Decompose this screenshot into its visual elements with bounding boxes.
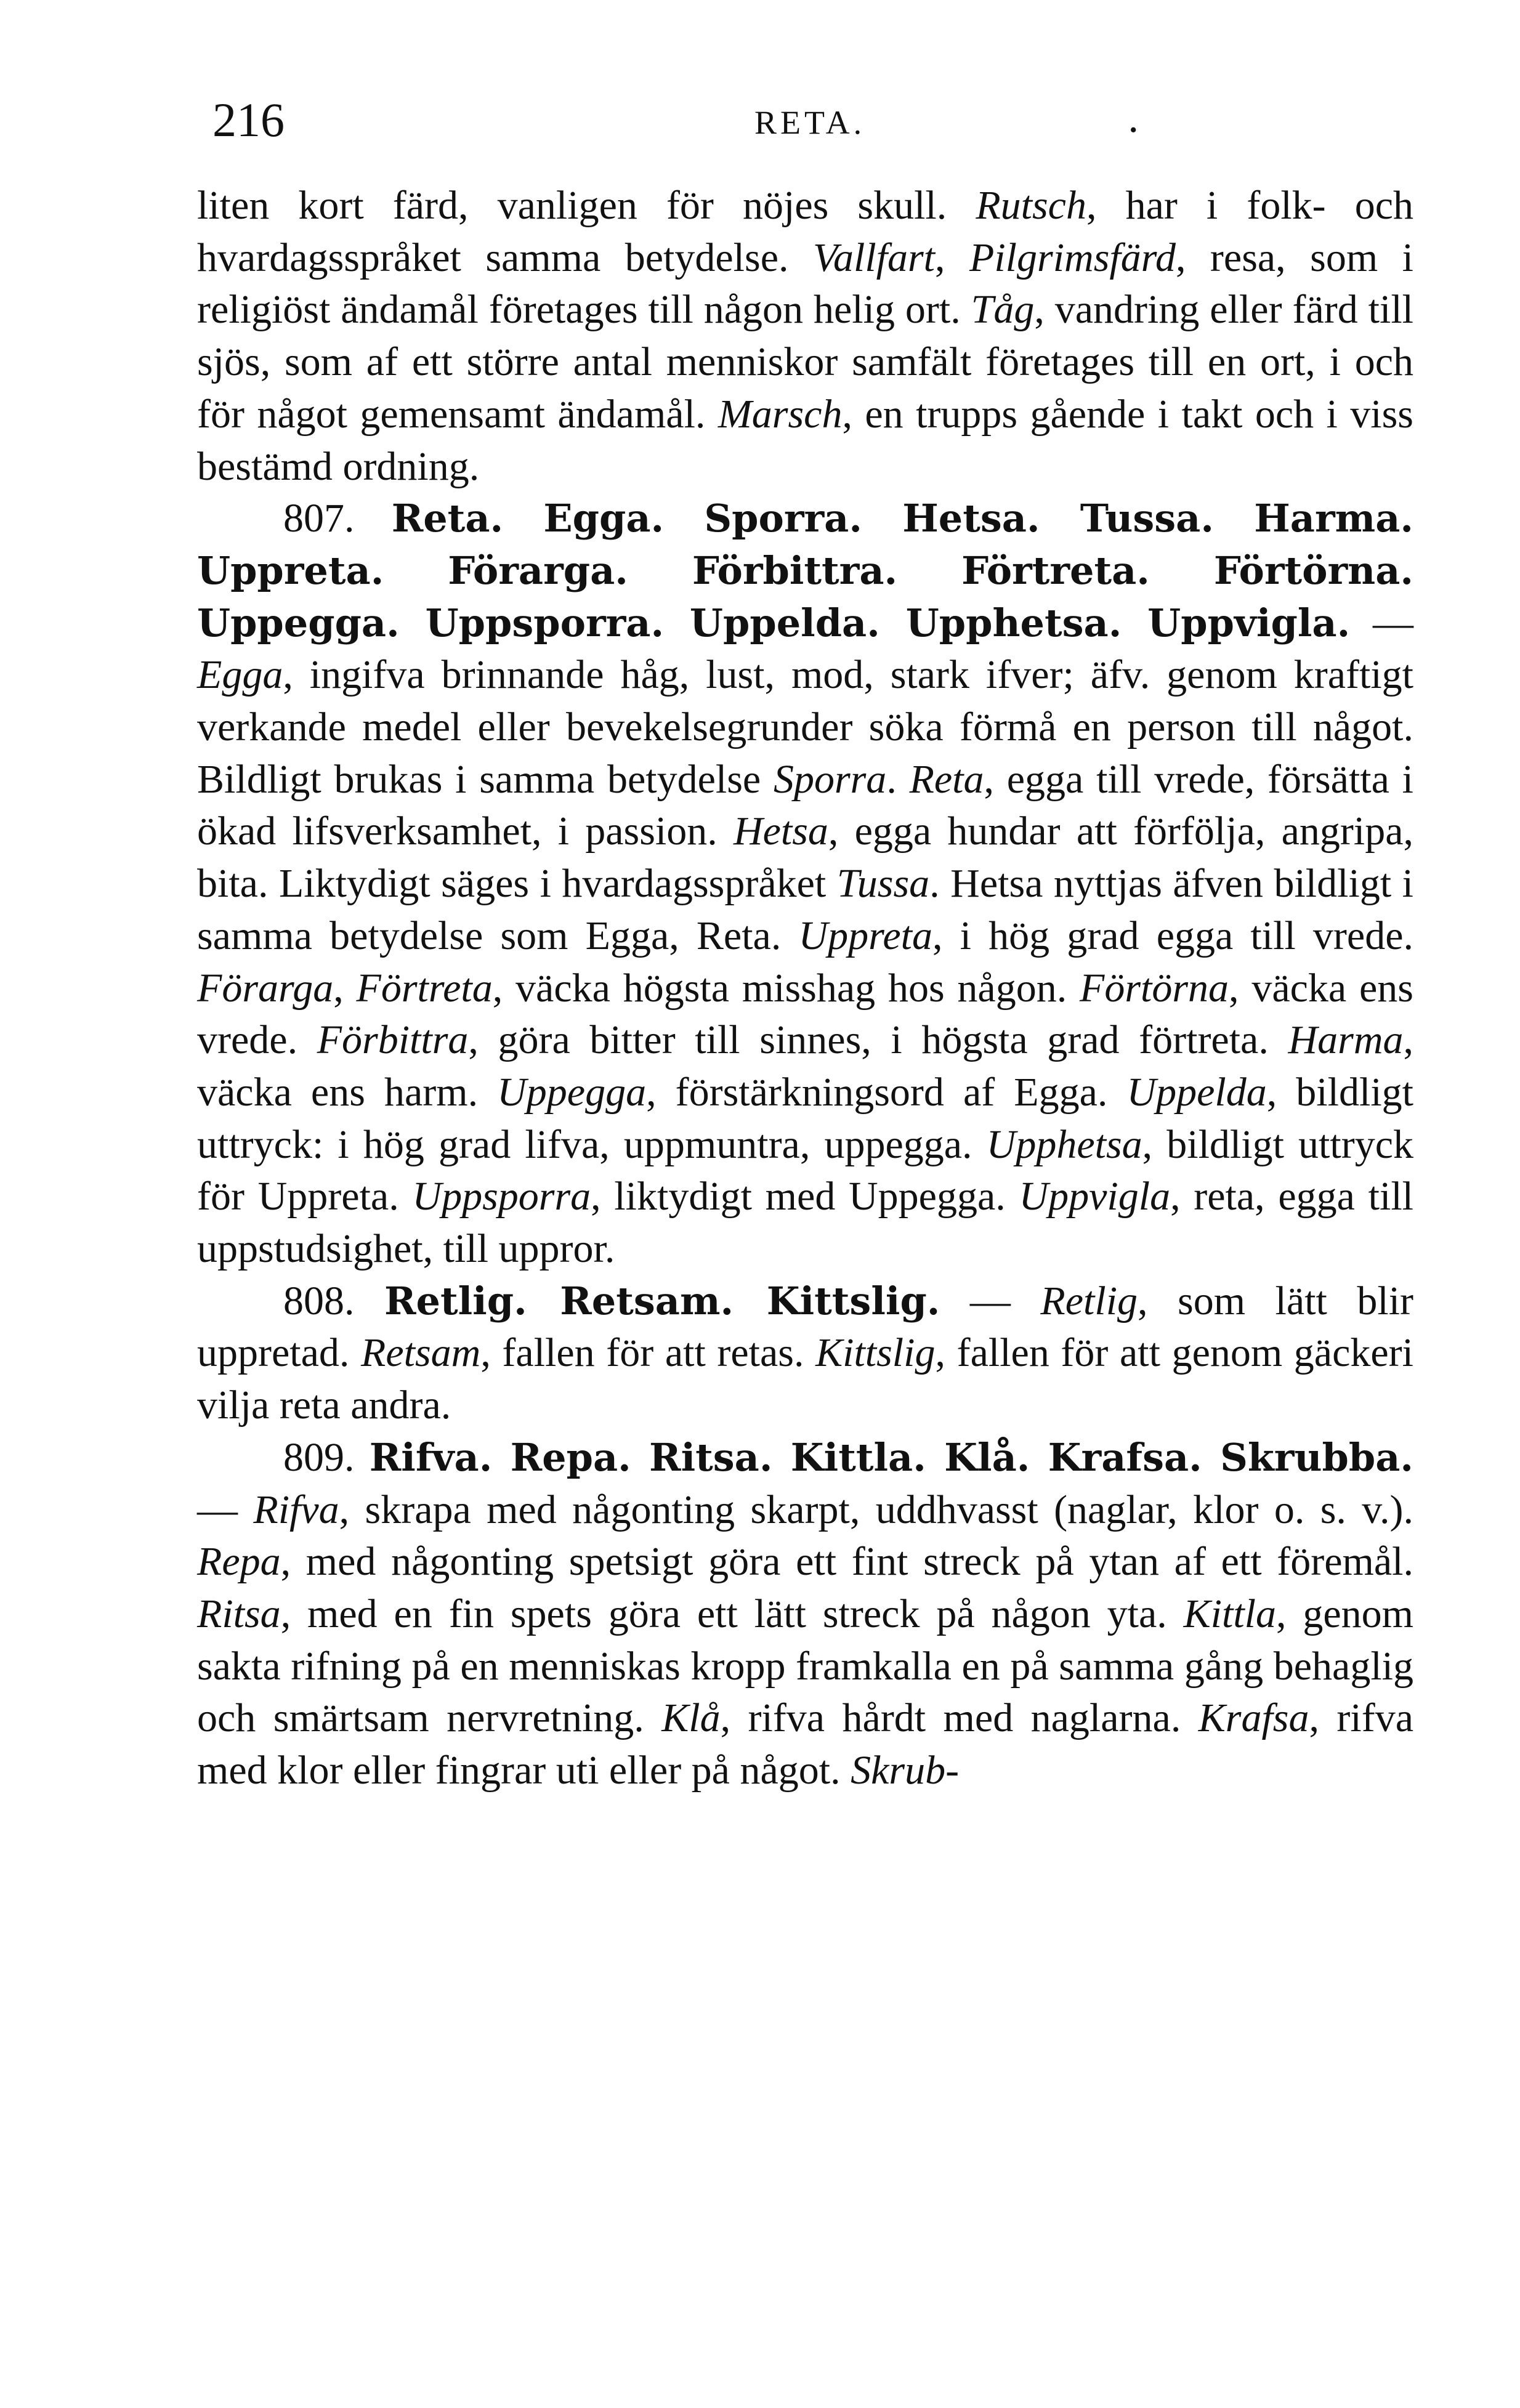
entry-809 bbox=[197, 1432, 1413, 1797]
italic-term: Pilgrimsfärd bbox=[969, 235, 1176, 280]
italic-term: Marsch bbox=[718, 391, 843, 437]
text-run: 807. bbox=[283, 496, 392, 541]
text-run: , en trupps gående i takt och i viss bestämd ordning. bbox=[197, 391, 1413, 489]
italic-term: Rutsch bbox=[976, 183, 1086, 228]
italic-term: Upphetsa bbox=[986, 1121, 1142, 1167]
italic-term: Repa bbox=[197, 1539, 281, 1585]
entry-808 bbox=[197, 1275, 1413, 1432]
italic-term: Egga bbox=[197, 652, 283, 698]
italic-term: Krafsa bbox=[1198, 1695, 1309, 1741]
italic-term: Reta bbox=[909, 756, 984, 802]
italic-term: Sporra bbox=[773, 756, 887, 802]
italic-term: Uppsporra bbox=[412, 1174, 591, 1219]
headword-group: Retlig. Retsam. Kittslig. bbox=[384, 1278, 940, 1323]
text-run: , liktydigt med Uppegga. bbox=[591, 1174, 1019, 1219]
text-run: , fallen för att genom gäckeri vilja reta andra. bbox=[197, 1330, 1413, 1428]
text-run: , bbox=[333, 965, 357, 1011]
text-run: , göra bitter till sinnes, i högsta grad förtreta. bbox=[468, 1017, 1288, 1063]
italic-term: Förtörna bbox=[1080, 965, 1229, 1011]
headword-group: Reta. Egga. Sporra. Hetsa. Tussa. Harma. Uppreta. Förarga. Förbittra. Förtreta. Förtörna. Uppegga. Uppsporra. Uppelda. Upphetsa. Uppvigla. bbox=[197, 496, 1413, 645]
italic-term: Klå bbox=[661, 1695, 721, 1741]
text-run: , fallen för att retas. bbox=[480, 1330, 816, 1376]
text-run: 809. bbox=[283, 1434, 370, 1480]
italic-term: Uppegga bbox=[497, 1069, 647, 1115]
headword-group: Rifva. Repa. Ritsa. Kittla. Klå. Krafsa. Skrubba. bbox=[369, 1434, 1414, 1480]
text-run: , bildligt uttryck: i hög grad lifva, uppmuntra, uppegga. bbox=[197, 1069, 1413, 1167]
text-run: , förstärkningsord af Egga. bbox=[646, 1069, 1127, 1115]
italic-term: Hetsa bbox=[733, 809, 828, 854]
text-run: , med en fin spets göra ett lätt streck på någon yta. bbox=[280, 1591, 1184, 1636]
text-run: , genom sakta rifning på en menniskas kropp framkalla en på samma gång behaglig och smärtsam nervretning. bbox=[197, 1591, 1413, 1741]
text-run: , resa, som i religiöst ändamål företages till någon helig ort. bbox=[197, 235, 1414, 333]
italic-term: Förtreta bbox=[356, 965, 493, 1011]
italic-term: Förarga bbox=[197, 965, 334, 1011]
text-run: , väcka ens vrede. bbox=[197, 965, 1413, 1063]
text-run: , skrapa med någonting skarpt, uddhvasst (naglar, klor o. s. v.). bbox=[339, 1487, 1413, 1532]
text-run: — bbox=[1350, 600, 1414, 645]
italic-term: Tåg bbox=[971, 287, 1035, 333]
italic-term: Ritsa bbox=[197, 1591, 281, 1636]
text-run: liten kort färd, vanligen för nöjes skull. bbox=[197, 183, 976, 228]
running-head bbox=[212, 92, 1420, 160]
italic-term: Förbittra bbox=[317, 1017, 469, 1063]
italic-term: Retlig bbox=[1040, 1278, 1138, 1323]
text-run: , reta, egga till uppstudsighet, till uppror. bbox=[197, 1174, 1413, 1272]
text-run: , vandring eller färd till sjös, som af ett större antal menniskor samfält företages till en ort, i och för något gemensamt ändamål. bbox=[197, 287, 1413, 437]
text-run: , har i folk- och hvardagsspråket samma betydelse. bbox=[197, 183, 1414, 280]
text-run: — bbox=[197, 1487, 254, 1532]
italic-term: Retsam bbox=[361, 1330, 481, 1376]
text-run: . bbox=[886, 756, 910, 802]
text-run: , bildligt uttryck för Uppreta. bbox=[197, 1121, 1413, 1219]
italic-term: Kittla bbox=[1183, 1591, 1276, 1636]
text-run: , som lätt blir uppretad. bbox=[197, 1278, 1414, 1376]
text-run: — bbox=[940, 1278, 1041, 1323]
italic-term: Uppelda bbox=[1126, 1069, 1267, 1115]
page-number: 216 bbox=[212, 93, 285, 147]
text-run: 808. bbox=[283, 1278, 385, 1323]
text-run: , rifva hårdt med naglarna. bbox=[720, 1695, 1199, 1741]
text-run: , ingifva brinnande håg, lust, mod, stark ifver; äfv. genom kraftigt verkande medel eller bevekelsegrunder söka förmå en person till något. Bildligt brukas i samma betydelse bbox=[197, 652, 1413, 802]
running-title: RETA. bbox=[754, 104, 866, 141]
italic-term: Kittslig bbox=[815, 1330, 936, 1376]
italic-term: Vallfart bbox=[812, 235, 936, 280]
italic-term: Uppvigla bbox=[1019, 1174, 1171, 1219]
italic-term: Uppreta bbox=[798, 913, 933, 958]
text-run: . Hetsa nyttjas äfven bildligt i samma betydelse som Egga, Reta. bbox=[197, 861, 1413, 958]
italic-term: Harma bbox=[1288, 1017, 1404, 1063]
text-run: , i hög grad egga till vrede. bbox=[932, 913, 1413, 958]
paragraph-continuation bbox=[197, 180, 1413, 493]
text-run: , bbox=[935, 235, 970, 280]
entry-807 bbox=[197, 493, 1413, 1275]
body-text bbox=[197, 180, 1413, 1797]
text-run: , med någonting spetsigt göra ett fint streck på ytan af ett föremål. bbox=[280, 1539, 1413, 1585]
italic-term: Tussa bbox=[836, 861, 930, 907]
italic-term: Rifva bbox=[253, 1487, 339, 1532]
text-run: , egga hundar att förfölja, angripa, bita. Liktydigt säges i hvardagsspråket bbox=[197, 809, 1413, 907]
text-run: , rifva med klor eller fingrar uti eller på något. bbox=[197, 1695, 1413, 1793]
text-run: , väcka högsta misshag hos någon. bbox=[492, 965, 1080, 1011]
stray-mark: . bbox=[1127, 96, 1140, 142]
text-run: , egga till vrede, försätta i ökad lifsverksamhet, i passion. bbox=[197, 756, 1414, 854]
text-run: , väcka ens harm. bbox=[197, 1017, 1413, 1115]
italic-term: Skrub- bbox=[851, 1748, 960, 1793]
